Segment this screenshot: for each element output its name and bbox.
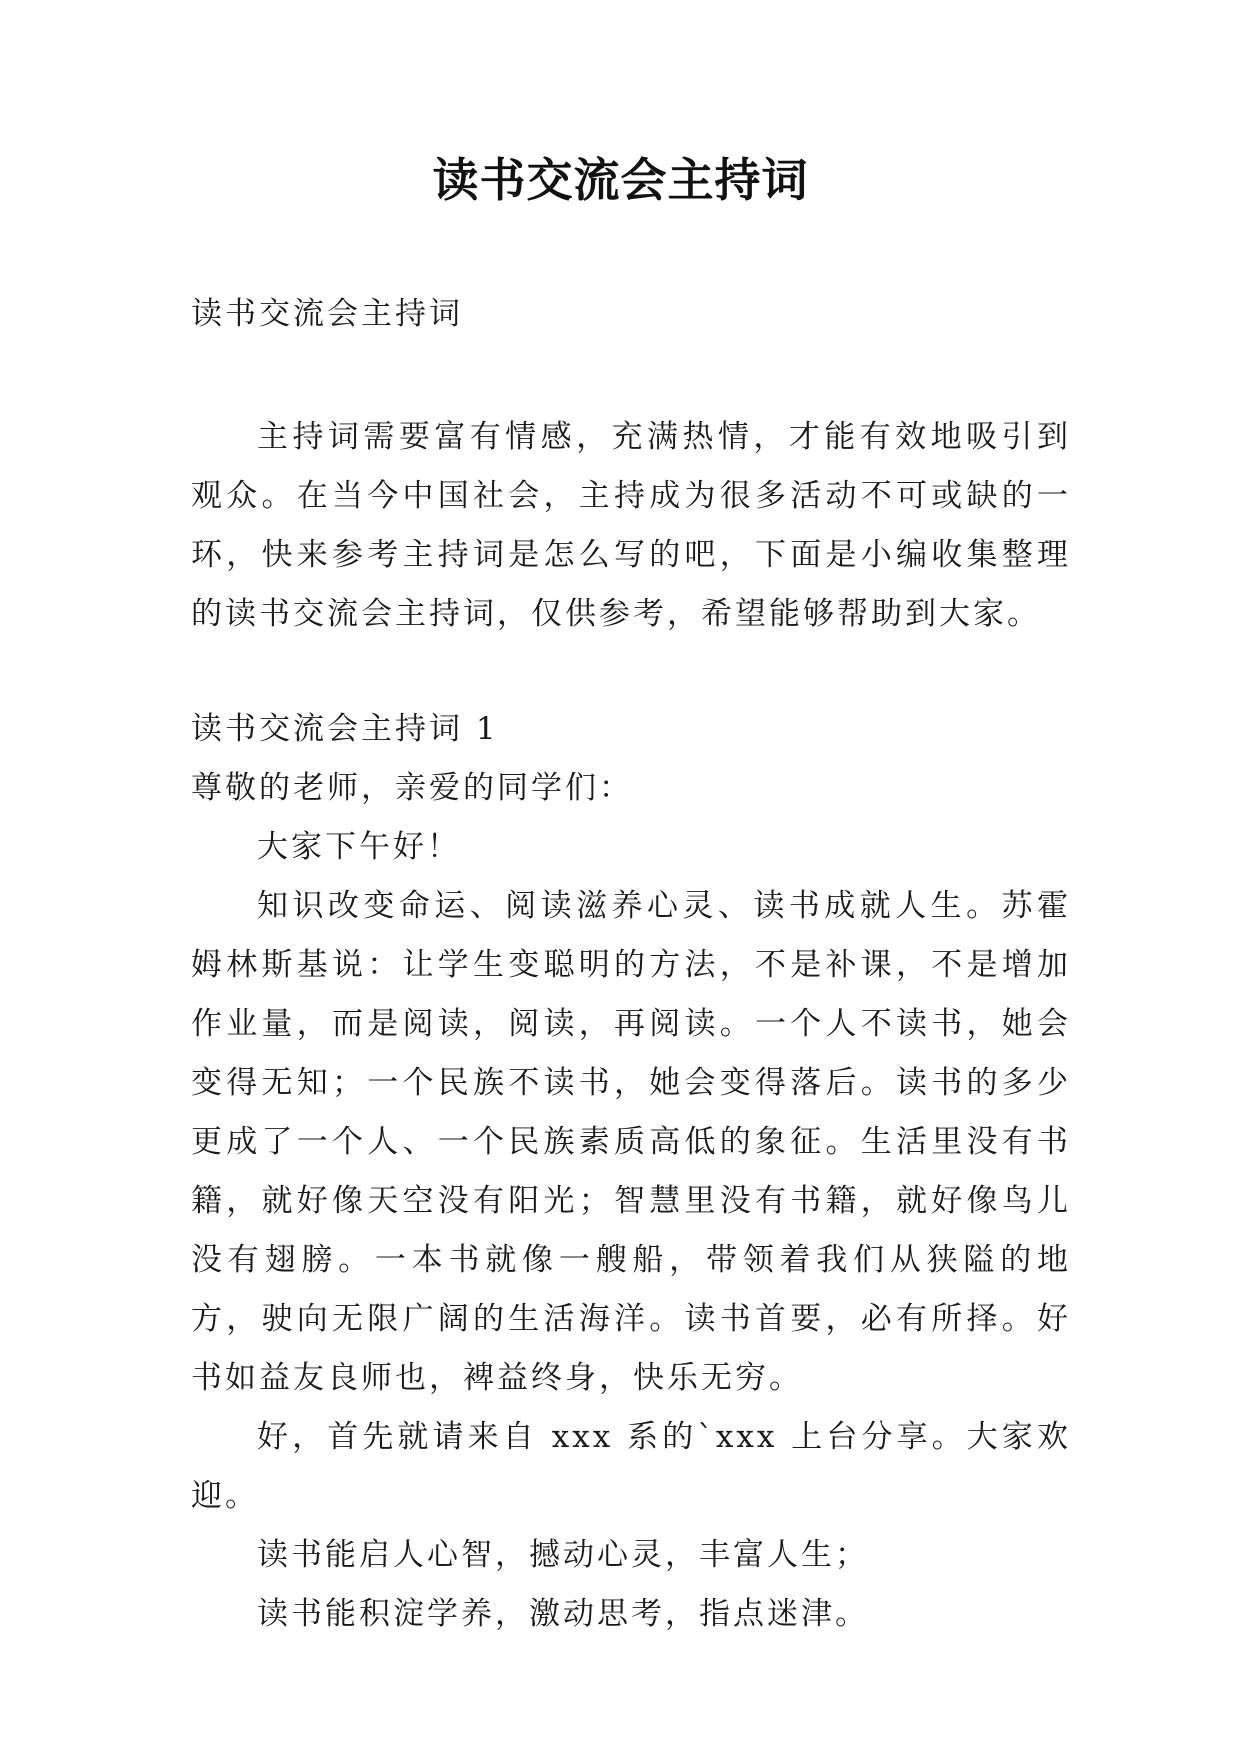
body-paragraph: 知识改变命运、阅读滋养心灵、读书成就人生。苏霍姆林斯基说：让学生变聪明的方法，不是补课，不是增加作业量，而是阅读，阅读，再阅读。一个人不读书，她会变得无知；一个民族不读书，她会变得落后。读书的多少更成了一个人、一个民族素质高低的象征。生活里没有书籍，就好像天空没有阳光；智慧里没有书籍，就好像鸟儿没有翅膀。一本书就像一艘船，带领着我们从狭隘的地方，驶向无限广阔的生活海洋。读书首要，必有所择。好书如益友良师也，裨益终身，快乐无穷。: [191, 888, 1071, 1396]
document-subtitle: 读书交流会主持词: [191, 296, 463, 332]
body-paragraph-invite: 好，首先就请来自 xxx 系的`xxx 上台分享。大家欢迎。: [191, 1419, 1071, 1514]
body-line: 读书能启人心智，撼动心灵，丰富人生；: [257, 1537, 869, 1573]
salutation: 尊敬的老师，亲爱的同学们：: [191, 770, 633, 806]
greeting: 大家下午好！: [257, 829, 461, 865]
document-title: 读书交流会主持词: [432, 153, 809, 207]
section-1: [191, 700, 1071, 1644]
section-heading: 读书交流会主持词 1: [191, 711, 499, 747]
body-line: 读书能积淀学养，激动思考，指点迷津。: [257, 1596, 869, 1632]
intro-paragraph: 主持词需要富有情感，充满热情，才能有效地吸引到观众。在当今中国社会，主持成为很多活动不可或缺的一环，快来参考主持词是怎么写的吧，下面是小编收集整理的读书交流会主持词，仅供参考，希望能够帮助到大家。: [191, 419, 1071, 632]
